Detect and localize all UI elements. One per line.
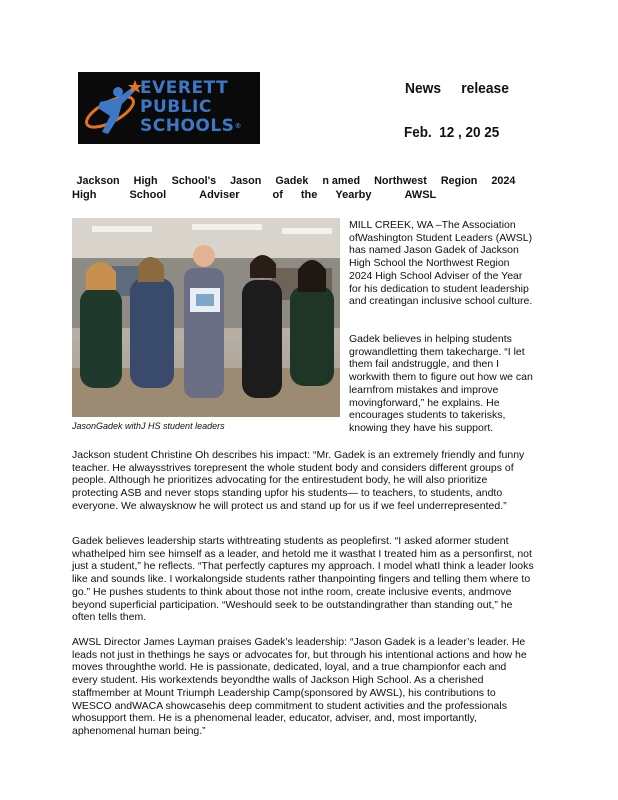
headline-word: Jackson (76, 175, 120, 187)
headline-line-2 (72, 188, 520, 202)
logo-line-1: EVERETT (140, 78, 229, 98)
headline-word: Region (440, 175, 478, 187)
headline-line-1 (76, 174, 515, 188)
headline-word: 2024 (491, 175, 516, 187)
release-word: release (461, 80, 509, 97)
headline-word: the (300, 189, 318, 201)
headline (72, 174, 520, 202)
headline-word: High (133, 175, 158, 187)
paragraph-director-quote: AWSL Director James Layman praises Gadek’s leadership: “Jason Gadek is a leader’s leader. He leads not just in thethings he says or advocates for, but through his intentional actions and how he moves throughthe world. He is passionate, dedicated, loyal, and a true championfor each and every student. His workextends beyondthe walls of Jackson High School. As a cherished staffmember at Mount Triumph Leadership Camp(sponsored by AWSL), his contributions to WESCO andWACA showcasehis deep commitment to student activities and the professionals whosupport them. He is a phenomenal leader, educator, adviser, and, most importantly, aphenomenal human being.” (72, 636, 527, 737)
headline-word: High (72, 189, 97, 201)
paragraph-student-quote: Jackson student Christine Oh describes his impact: “Mr. Gadek is an extremely friendly and funny teacher. He alwaysstrives torepresent the whole student body and considers different groups of people. Although he prioritizes advocating for the entirestudent body, he will also prioritize protecting ASB and never stops standing upfor his students— to teachers, to students, andto everyone. We alwaysknow he will protect us and stand up for us if we feel underrepresented.” (72, 449, 525, 512)
logo-line-3: SCHOOLS (140, 116, 235, 136)
news-release-label (405, 80, 529, 97)
logo-wordmark (140, 79, 242, 136)
headline-word: AWSL (404, 189, 437, 201)
headline-word: Gadek (275, 175, 309, 187)
news-word: News (405, 80, 442, 97)
headline-word: of (272, 189, 283, 201)
paragraph-intro: MILL CREEK, WA –The Association ofWashington Student Leaders (AWSL) has named Jason Gadek of Jackson High School the Northwest Region 2024 High School Adviser of the Year for his dedication to student leadership and creatingan inclusive school culture. (349, 219, 533, 308)
headline-word: Yearby (335, 189, 372, 201)
headline-word: Adviser (199, 189, 240, 201)
headline-word: School's (171, 175, 217, 187)
paragraph-leadership: Gadek believes leadership starts withtreating students as peoplefirst. “I asked aformer student whathelped him see himself as a leader, and hetold me it wasthat I treated him as a personfirst, not just a student,” he reflects. “That perfectly captures my approach. I model whatI think a leader looks like and sounds like. I workalongside students rather thanpointing fingers and telling them where to go.” He pushes students to think about those not inthe room, create inclusive events, andmove beyond superficial participation. “Weshould seek to be outstandingrather than standing out,” he often tells them. (72, 535, 534, 624)
release-date: Feb. 12 , 20 25 (404, 124, 500, 141)
headline-word: Jason (230, 175, 262, 187)
logo-line-2: PUBLIC (140, 97, 212, 117)
headline-word: Northwest (374, 175, 427, 187)
photo-caption: JasonGadek withJ HS student leaders (72, 421, 225, 431)
headline-word: n amed (322, 175, 361, 187)
logo-registered-mark: ® (234, 122, 242, 130)
district-logo (78, 72, 260, 144)
classroom-photo-illustration (72, 218, 340, 417)
paragraph-philosophy: Gadek believes in helping students growandletting them takecharge. “I let them fail andstruggle, and then I workwith them to figure out how we can learnfrom mistakes and improve movingforward,” he explains. He encourages students to takerisks, knowing they have his support. (349, 333, 533, 434)
group-photo (72, 218, 340, 417)
headline-word: School (129, 189, 167, 201)
